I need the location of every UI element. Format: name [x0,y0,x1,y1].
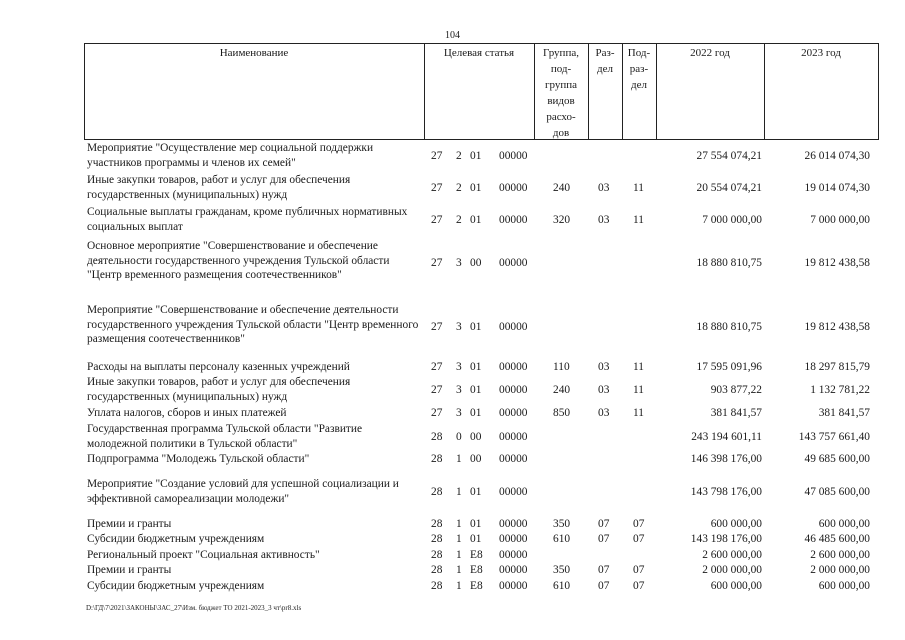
target-event: 01 [470,407,482,419]
table-row [84,303,878,351]
target-code: 00000 [499,564,528,576]
table-row [84,422,878,452]
amount-2022: 7 000 000,00 [702,213,762,226]
expense-group: 850 [553,407,571,419]
target-program: 28 [431,580,443,592]
target-subprogram: 3 [456,407,462,419]
amount-2022: 2 600 000,00 [702,549,762,561]
amount-2023: 19 014 074,30 [804,181,870,194]
expense-group: 240 [553,383,571,396]
row-name: Субсидии бюджетным учреждениям [87,580,265,592]
file-path: D:\ГД\7\2021\ЗАКОНЫ\ЗАС_27\Изм. бюджет ТО 2021-2023_3 чт\pr8.xls [86,604,302,612]
target-event: 01 [470,320,482,333]
row-name: Основное мероприятие "Совершенствование и обеспечение деятельности государственного учреждения Тульской области "Центр временного размещения соотечественников" [87,240,390,281]
expense-group: 350 [553,518,571,530]
subsection: 11 [633,407,644,419]
target-program: 27 [431,149,443,162]
target-subprogram: 2 [456,213,462,226]
table-row [84,360,878,375]
target-program: 27 [431,256,443,269]
row-name: Социальные выплаты гражданам, кроме публичных нормативных социальных выплат [87,206,408,233]
row-name: Иные закупки товаров, работ и услуг для обеспечения государственных (муниципальных) нужд [87,376,351,403]
target-event: 00 [470,256,482,269]
row-name: Субсидии бюджетным учреждениям [87,533,265,545]
target-program: 28 [431,564,443,576]
target-program: 27 [431,361,443,373]
amount-2023: 600 000,00 [818,518,870,530]
target-event: 01 [470,149,482,162]
target-subprogram: 1 [456,485,462,498]
target-event: 01 [470,533,482,545]
amount-2023: 26 014 074,30 [804,149,870,162]
table-row [84,477,878,507]
table-row [84,517,878,532]
row-name: Подпрограмма "Молодежь Тульской области" [87,453,310,465]
subsection: 07 [633,564,645,576]
target-program: 28 [431,533,443,545]
row-name: Премии и гранты [87,564,172,576]
expense-group: 110 [553,361,570,373]
amount-2022: 18 880 810,75 [696,320,762,333]
amount-2022: 600 000,00 [710,518,762,530]
header-section: Раз- дел [595,47,615,75]
section: 03 [598,407,610,419]
target-event: 01 [470,485,482,498]
section: 07 [598,518,610,530]
target-code: 00000 [499,383,528,396]
target-program: 27 [431,213,443,226]
target-program: 27 [431,320,443,333]
row-name: Мероприятие "Совершенствование и обеспечение деятельности государственного учреждения Тульской области "Центр временного размещения соотечественников" [87,304,419,345]
amount-2023: 18 297 815,79 [804,361,870,373]
target-code: 00000 [499,320,528,333]
target-program: 27 [431,407,443,419]
page-number: 104 [445,30,460,41]
target-event: 01 [470,383,482,396]
subsection: 11 [633,213,644,226]
amount-2022: 18 880 810,75 [696,256,762,269]
expense-group: 350 [553,564,571,576]
target-code: 00000 [499,580,528,592]
target-subprogram: 1 [456,453,462,465]
amount-2023: 2 000 000,00 [810,564,870,576]
amount-2022: 17 595 091,96 [696,361,762,373]
amount-2022: 143 798 176,00 [690,485,762,498]
header-name: Наименование [219,47,289,59]
row-name: Государственная программа Тульской области "Развитие молодежной политики в Тульской области" [87,423,363,450]
amount-2023: 1 132 781,22 [810,383,870,396]
subsection: 07 [633,580,645,592]
target-code: 00000 [499,518,528,530]
section: 07 [598,564,610,576]
section: 03 [598,181,610,194]
target-event: 01 [470,213,482,226]
subsection: 11 [633,361,644,373]
amount-2023: 49 685 600,00 [804,453,870,465]
target-program: 28 [431,485,443,498]
amount-2022: 243 194 601,11 [691,430,762,443]
amount-2023: 46 485 600,00 [804,533,870,545]
table-row [84,141,878,171]
target-program: 27 [431,181,443,194]
target-event: 00 [470,453,482,465]
amount-2023: 7 000 000,00 [810,213,870,226]
amount-2022: 2 000 000,00 [702,564,762,576]
target-event: E8 [470,564,483,576]
section: 03 [598,361,610,373]
target-subprogram: 1 [456,580,462,592]
expense-group: 610 [553,533,571,545]
target-subprogram: 1 [456,518,462,530]
amount-2023: 19 812 438,58 [804,320,870,333]
target-subprogram: 2 [456,149,462,162]
subsection: 11 [633,181,644,194]
amount-2023: 600 000,00 [818,580,870,592]
target-program: 27 [431,383,443,396]
row-name: Мероприятие "Создание условий для успешной социализации и эффективной самореализации молодежи" [87,478,399,505]
target-code: 00000 [499,407,528,419]
target-event: 00 [470,430,482,443]
target-program: 28 [431,430,443,443]
target-subprogram: 3 [456,256,462,269]
amount-2023: 143 757 661,40 [798,430,870,443]
target-subprogram: 0 [456,430,462,443]
target-subprogram: 1 [456,549,462,561]
row-name: Уплата налогов, сборов и иных платежей [87,407,287,419]
amount-2023: 381 841,57 [818,407,870,419]
target-code: 00000 [499,485,528,498]
amount-2022: 903 877,22 [710,383,762,396]
header-subsection: Под- раз- дел [627,47,651,91]
target-code: 00000 [499,256,528,269]
amount-2022: 143 198 176,00 [690,533,762,545]
target-program: 28 [431,549,443,561]
target-subprogram: 3 [456,383,462,396]
header-2022: 2022 год [690,47,730,59]
section: 07 [598,533,610,545]
table-row [84,563,878,578]
amount-2022: 381 841,57 [710,407,762,419]
target-event: 01 [470,518,482,530]
section: 03 [598,383,610,396]
table-row [84,173,878,203]
target-event: 01 [470,361,482,373]
table-row [84,375,878,405]
target-code: 00000 [499,549,528,561]
table-row [84,579,878,594]
target-code: 00000 [499,533,528,545]
expense-group: 240 [553,181,571,194]
subsection: 07 [633,518,645,530]
target-code: 00000 [499,181,528,194]
table-row [84,205,878,235]
amount-2022: 600 000,00 [710,580,762,592]
target-subprogram: 1 [456,564,462,576]
target-subprogram: 3 [456,320,462,333]
target-event: E8 [470,580,483,592]
table-row [84,532,878,547]
section: 07 [598,580,610,592]
row-name: Премии и гранты [87,518,172,530]
target-program: 28 [431,518,443,530]
target-subprogram: 2 [456,181,462,194]
target-code: 00000 [499,430,528,443]
target-event: E8 [470,549,483,561]
table-row [84,239,878,287]
header-group: Группа, под- группа видов расхо- дов [543,47,579,139]
expense-group: 320 [553,213,571,226]
row-name: Расходы на выплаты персоналу казенных учреждений [87,361,350,373]
amount-2022: 27 554 074,21 [696,149,762,162]
amount-2023: 2 600 000,00 [810,549,870,561]
target-program: 28 [431,453,443,465]
table-row [84,548,878,563]
target-subprogram: 1 [456,533,462,545]
amount-2023: 47 085 600,00 [804,485,870,498]
target-code: 00000 [499,213,528,226]
target-code: 00000 [499,453,528,465]
amount-2022: 20 554 074,21 [696,181,762,194]
header-2023: 2023 год [801,47,841,59]
expense-group: 610 [553,580,571,592]
subsection: 07 [633,533,645,545]
header-target: Целевая статья [443,47,515,59]
target-subprogram: 3 [456,361,462,373]
table-row [84,452,878,467]
section: 03 [598,213,610,226]
target-code: 00000 [499,149,528,162]
target-code: 00000 [499,361,528,373]
row-name: Иные закупки товаров, работ и услуг для обеспечения государственных (муниципальных) нужд [87,174,351,201]
row-name: Мероприятие "Осуществление мер социальной поддержки участников программы и членов их семей" [87,142,374,169]
subsection: 11 [633,383,644,396]
table-header [84,43,878,139]
row-name: Региональный проект "Социальная активность" [87,549,320,561]
table-row [84,406,878,421]
amount-2023: 19 812 438,58 [804,256,870,269]
amount-2022: 146 398 176,00 [690,453,762,465]
target-event: 01 [470,181,482,194]
